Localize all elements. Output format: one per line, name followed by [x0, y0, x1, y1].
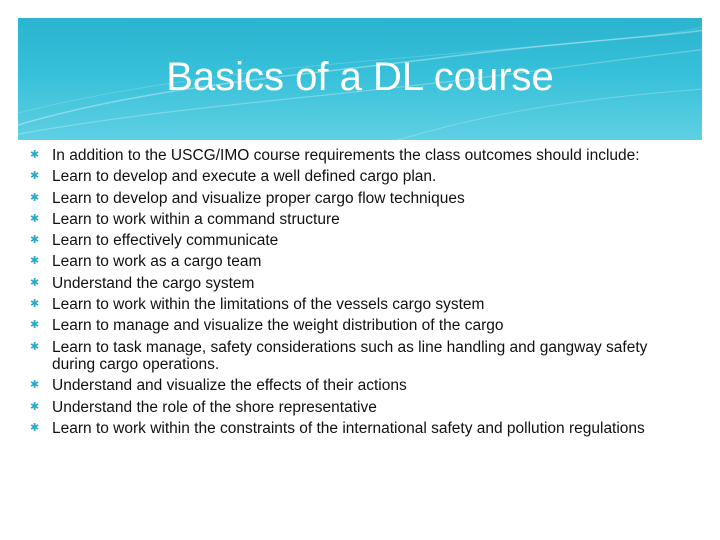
list-item — [30, 399, 680, 417]
list-item-text: Learn to work within the constraints of the international safety and pollution regulations — [52, 420, 645, 438]
asterisk-bullet-icon: ✱ — [30, 400, 40, 413]
list-item — [30, 190, 680, 208]
outcomes-list — [30, 168, 680, 437]
asterisk-bullet-icon: ✱ — [30, 319, 40, 332]
slide-body — [30, 147, 680, 441]
list-item — [30, 296, 680, 314]
asterisk-bullet-icon: ✱ — [30, 255, 40, 268]
list-item-text: Learn to develop and visualize proper cargo flow techniques — [52, 189, 465, 207]
list-item-text: Learn to manage and visualize the weight distribution of the cargo — [52, 317, 504, 335]
list-item-text: Understand the cargo system — [52, 274, 255, 292]
list-item-text: Learn to work as a cargo team — [52, 253, 262, 271]
slide-title: Basics of a DL course — [166, 55, 554, 99]
intro-paragraph — [30, 147, 680, 165]
list-item — [30, 377, 680, 395]
list-item — [30, 253, 680, 271]
asterisk-bullet-icon: ✱ — [30, 276, 40, 289]
list-item — [30, 420, 680, 438]
list-item-text: Learn to task manage, safety considerations such as line handling and gangway safety during cargo operations. — [52, 338, 648, 374]
asterisk-bullet-icon: ✱ — [30, 340, 40, 353]
list-item — [30, 275, 680, 293]
asterisk-bullet-icon: ✱ — [30, 379, 40, 392]
list-item — [30, 317, 680, 335]
list-item — [30, 211, 680, 229]
asterisk-bullet-icon: ✱ — [30, 170, 40, 183]
list-item — [30, 339, 680, 374]
asterisk-bullet-icon: ✱ — [30, 212, 40, 225]
list-item-text: Learn to work within the limitations of the vessels cargo system — [52, 296, 485, 314]
asterisk-bullet-icon: ✱ — [30, 298, 40, 311]
list-item-text: Learn to effectively communicate — [52, 232, 279, 250]
asterisk-bullet-icon: ✱ — [30, 191, 40, 204]
list-item-text: Learn to work within a command structure — [52, 210, 340, 228]
list-item-text: Understand and visualize the effects of their actions — [52, 377, 407, 395]
list-item — [30, 168, 680, 186]
list-item-text: Understand the role of the shore representative — [52, 398, 377, 416]
asterisk-bullet-icon: ✱ — [30, 149, 40, 161]
list-item-text: Learn to develop and execute a well defined cargo plan. — [52, 168, 437, 186]
intro-text: In addition to the USCG/IMO course requirements the class outcomes should include: — [52, 147, 640, 164]
asterisk-bullet-icon: ✱ — [30, 234, 40, 247]
asterisk-bullet-icon: ✱ — [30, 422, 40, 435]
list-item — [30, 232, 680, 250]
